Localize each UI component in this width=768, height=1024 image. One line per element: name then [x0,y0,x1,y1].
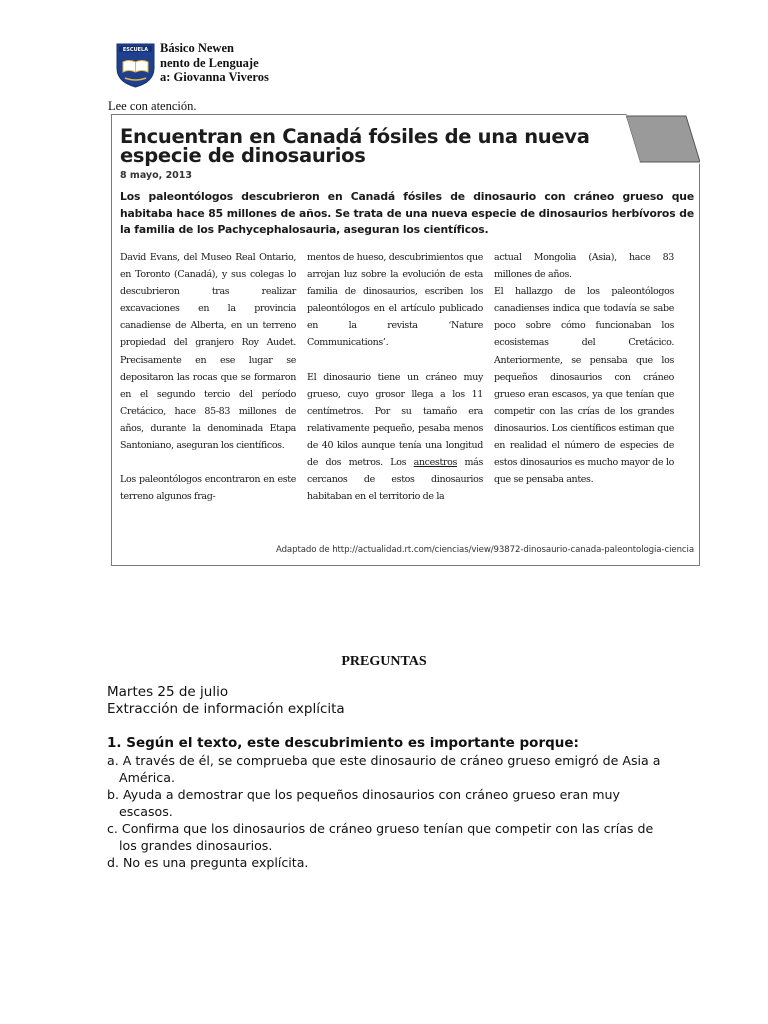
logo-text: ESCUELA [122,47,149,53]
paragraph-text: más cercanos de estos dinosaurios habitaban en el territorio de la [307,457,483,503]
instruction-text: Lee con atención. [108,99,197,113]
column-1-paragraph-2: Los paleontólogos encontraron en este terreno algunos frag- [120,474,296,503]
article-lead: Los paleontólogos descubrieron en Canadá fósiles de dinosaurio con cráneo grueso que habitaba hace 85 millones de años. Se trata de una nueva especie de dinosaurios herbívoros de la familia de los Pachycephalosauria, aseguran los científicos. [120,190,694,236]
underlined-word: ancestros [413,457,457,469]
department-name: nento de Lenguaje [160,55,259,70]
option-b: b. Ayuda a demostrar que los pequeños dinosaurios con cráneo grueso eran muy escasos. [107,787,620,819]
school-header [160,41,269,85]
option-c: c. Confirma que los dinosaurios de cráneo grueso tenían que competir con las crías de los grandes dinosaurios. [107,821,654,853]
page-fold-icon [626,114,700,164]
headline-line-1: Encuentran en Canadá fósiles de una nueva [120,125,590,148]
article-headline [120,127,620,165]
school-logo [115,42,156,88]
article-column-2 [307,249,483,523]
column-2-paragraph-1: mentos de hueso, descubrimientos que arrojan luz sobre la evolución de esta familia de dinosaurios, escriben los paleontólogos en el artículo publicado en la revista ‘Nature Communications’. [307,252,483,349]
skill-line: Extracción de información explícita [107,701,345,717]
school-name: Básico Newen [160,41,234,55]
questions-title: PREGUNTAS [341,654,427,669]
teacher-name: a: Giovanna Viveros [160,70,269,84]
option-a: a. A través de él, se comprueba que este dinosaurio de cráneo grueso emigró de Asia a América. [107,753,661,785]
article-source: Adaptado de http://actualidad.rt.com/ciencias/view/93872-dinosaurio-canada-paleontologia-ciencia [275,545,694,555]
article-date: 8 mayo, 2013 [120,170,193,181]
paragraph-text: El dinosaurio tiene un cráneo muy grueso, cuyo grosor llega a los 11 centímetros. Por su tamaño era relativamente pequeño, pesaba menos de 40 kilos aunque tenía una longitud de dos metros. Los [307,371,483,469]
question-1: 1. Según el texto, este descubrimiento es importante porque: [107,735,579,751]
column-3-paragraph-2: El hallazgo de los paleontólogos canadienses indica que todavía se sabe poco sobre cómo funcionaban los ecosistemas del Cretácico. Anteriormente, se pensaba que los pequeños dinosaurios con cráneo grueso eran escasos, ya que tenían que competir con las crías de los grandes dinosaurios. Los científicos estiman que en realidad el número de especies de estos dinosaurios es mucho mayor de lo que se pensaba antes. [494,286,674,486]
column-1-paragraph-1: David Evans, del Museo Real Ontario, en Toronto (Canadá), y sus colegas lo descubrieron tras realizar excavaciones en la provincia canadiense de Alberta, en un terreno propiedad del granjero Roy Audet. Precisamente en ese lugar se depositaron las rocas que se formaron en el segundo tercio del período Cretácico, hace 85-83 millones de años, durante la denominada Etapa Santoniano, aseguran los científicos. [120,252,296,452]
spacer [107,718,667,735]
article-column-3 [494,249,674,505]
column-3-paragraph-1: actual Mongolia (Asia), hace 83 millones de años. [494,252,674,281]
questions-block [107,684,667,871]
news-article [111,114,700,566]
article-column-1 [120,249,296,523]
date-line: Martes 25 de julio [107,684,229,700]
column-2-paragraph-2 [307,369,483,506]
headline-line-2: especie de dinosaurios [120,144,366,167]
option-d: d. No es una pregunta explícita. [107,855,309,870]
